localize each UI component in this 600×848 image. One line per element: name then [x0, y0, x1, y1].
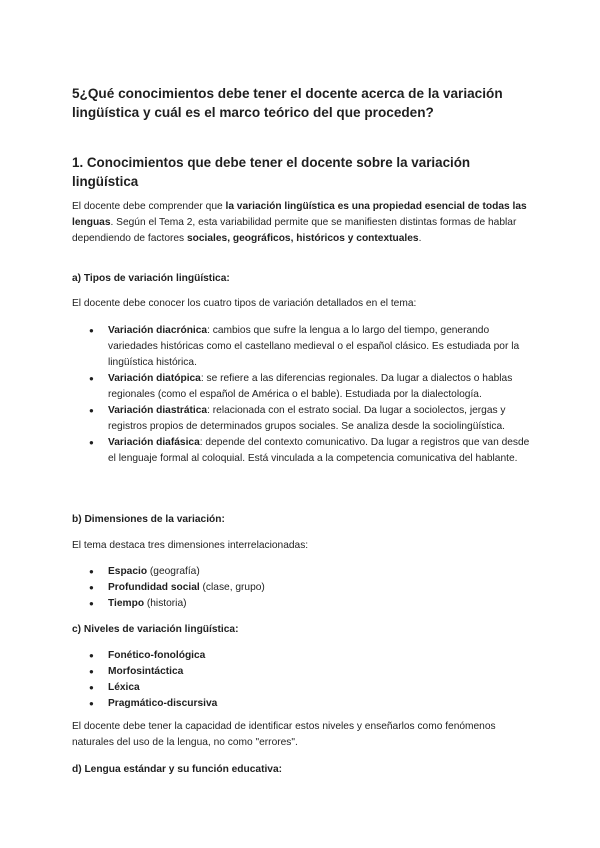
- list-item: ● Tiempo (historia): [72, 596, 540, 612]
- section-1-intro: El docente debe comprender que la variación lingüística es una propiedad esencial de todas las lenguas. Según el Tema 2, esta variabilidad permite que se manifiesten distintas formas de hablar dependiendo de factores sociales, geográficos, históricos y contextuales.: [72, 201, 527, 245]
- section-a-intro: El docente debe conocer los cuatro tipos de variación detallados en el tema:: [72, 298, 417, 309]
- list-item: ● Espacio (geografía): [72, 564, 540, 580]
- list-item: ● Profundidad social (clase, grupo): [72, 580, 540, 596]
- list-item: ● Variación diastrática: relacionada con el estrato social. Da lugar a sociolectos, jergas y registros propios de determinados grupos sociales. Se analiza desde la sociolingüística.: [72, 403, 540, 435]
- section-b-heading: b) Dimensiones de la variación:: [72, 514, 225, 525]
- list-item: ● Variación diatópica: se refiere a las diferencias regionales. Da lugar a dialectos o hablas regionales (como el español de América o el bable). Estudiada por la dialectología.: [72, 371, 540, 403]
- section-b-intro: El tema destaca tres dimensiones interrelacionadas:: [72, 540, 309, 551]
- section-d-heading: d) Lengua estándar y su función educativa:: [72, 764, 283, 775]
- list-item: ● Variación diafásica: depende del contexto comunicativo. Da lugar a registros que van desde el lenguaje formal al coloquial. Está vinculada a la competencia comunicativa del hablante.: [72, 435, 540, 467]
- list-item: ● Pragmático-discursiva: [72, 696, 540, 712]
- list-item: ● Variación diacrónica: cambios que sufre la lengua a lo largo del tiempo, generando variedades históricas como el castellano medieval o el español clásico. Es estudiada por la lingüística histórica.: [72, 323, 540, 371]
- list-item: ● Morfosintáctica: [72, 664, 540, 680]
- section-1-heading: 1. Conocimientos que debe tener el docente sobre la variación lingüística: [72, 155, 471, 189]
- list-item: ● Léxica: [72, 680, 540, 696]
- list-item: ● Fonético-fonológica: [72, 648, 540, 664]
- section-c-closing: El docente debe tener la capacidad de identificar estos niveles y enseñarlos como fenómenos naturales del uso de la lengua, no como "errores".: [72, 721, 496, 749]
- levels-list: [72, 648, 540, 712]
- dimensions-list: [72, 564, 540, 612]
- variation-types-list: [72, 323, 540, 467]
- section-c-heading: c) Niveles de variación lingüística:: [72, 624, 239, 635]
- question-title: 5¿Qué conocimientos debe tener el docente acerca de la variación lingüística y cuál es el marco teórico del que proceden?: [72, 86, 503, 120]
- section-a-heading: a) Tipos de variación lingüística:: [72, 273, 230, 284]
